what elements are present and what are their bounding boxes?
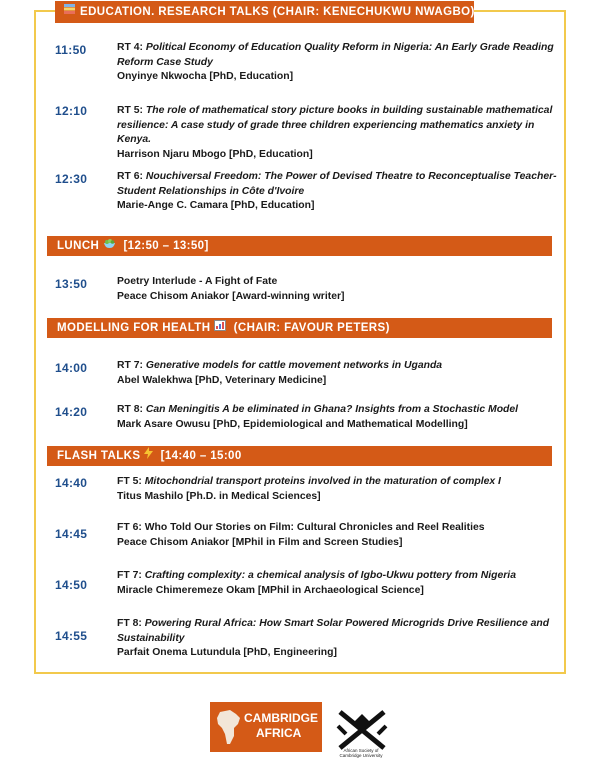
session-header-modelling: MODELLING FOR HEALTH (CHAIR: FAVOUR PETERS): [47, 318, 552, 338]
talk-title: RT 8: Can Meningitis A be eliminated in Ghana? Insights from a Stochastic Model: [117, 404, 519, 415]
talk-entry: [117, 569, 562, 598]
talk-presenter: Miracle Chimeremeze Okam [MPhil in Archaeological Science]: [117, 584, 424, 596]
talk-time: 13:50: [55, 277, 88, 291]
society-name: African Society of Cambridge University: [339, 748, 383, 758]
talk-title: FT 8: Powering Rural Africa: How Smart Solar Powered Microgrids Drive Resilience and Sustainability: [117, 618, 550, 644]
talk-time: 14:00: [55, 361, 88, 375]
talk-time: 11:50: [55, 43, 87, 57]
talk-title: FT 6: Who Told Our Stories on Film: Cultural Chronicles and Reel Realities: [117, 522, 485, 533]
talk-entry: [117, 521, 562, 550]
talk-entry: [117, 41, 562, 85]
talk-title: Poetry Interlude - A Fight of Fate: [117, 276, 278, 287]
talk-time: 12:30: [55, 172, 88, 186]
salad-bowl-icon: [103, 236, 116, 256]
chart-icon: [214, 318, 226, 338]
talk-entry: [117, 104, 562, 162]
lightning-icon: [144, 446, 153, 466]
talk-time: 14:40: [55, 476, 88, 490]
talk-time: 12:10: [55, 104, 88, 118]
talk-presenter: Harrison Njaru Mbogo [PhD, Education]: [117, 148, 313, 160]
talk-entry: [117, 359, 562, 388]
session-header-flash-talks: FLASH TALKS [14:40 – 15:00: [47, 446, 552, 466]
talk-presenter: Marie-Ange C. Camara [PhD, Education]: [117, 200, 315, 211]
talk-presenter: Peace Chisom Aniakor [MPhil in Film and Screen Studies]: [117, 536, 403, 548]
talk-entry: [117, 617, 562, 661]
talk-presenter: Peace Chisom Aniakor [Award-winning writer]: [117, 290, 345, 302]
talk-entry: [117, 170, 562, 214]
session-header-education: EDUCATION. RESEARCH TALKS (CHAIR: KENECHUKWU NWAGBO): [55, 1, 474, 23]
talk-title: RT 4: Political Economy of Education Quality Reform in Nigeria: An Early Grade Reading Reform Case Study: [117, 42, 554, 68]
talk-title: RT 6: Nouchiversal Freedom: The Power of Devised Theatre to Reconceptualise Teacher-Student Relationships in Côte d'Ivoire: [117, 171, 557, 197]
africa-map-icon: [216, 708, 242, 746]
books-icon: [63, 1, 76, 23]
logo-line-1: CAMBRIDGE: [244, 711, 318, 725]
session-header-lunch: LUNCH [12:50 – 13:50]: [47, 236, 552, 256]
talk-title: RT 5: The role of mathematical story picture books in building sustainable mathematical resilience: A case study of grade three children experiencing mathematics anxiety in Kenya.: [117, 105, 553, 145]
talk-time: 14:50: [55, 578, 88, 592]
talk-time: 14:55: [55, 629, 88, 643]
talk-presenter: Parfait Onema Lutundula [PhD, Engineering]: [117, 647, 337, 658]
logo-line-2: AFRICA: [256, 726, 302, 740]
talk-presenter: Onyinye Nkwocha [PhD, Education]: [117, 71, 294, 82]
talk-presenter: Mark Asare Owusu [PhD, Epidemiological and Mathematical Modelling]: [117, 418, 468, 430]
talk-title: FT 7: Crafting complexity: a chemical analysis of Igbo-Ukwu pottery from Nigeria: [117, 570, 516, 581]
talk-entry: [117, 403, 562, 432]
talk-presenter: Abel Walekhwa [PhD, Veterinary Medicine]: [117, 374, 327, 386]
talk-entry: [117, 475, 562, 504]
talk-title: RT 7: Generative models for cattle movement networks in Uganda: [117, 360, 443, 371]
cambridge-africa-logo: [210, 702, 322, 752]
talk-entry: [117, 275, 562, 304]
talk-time: 14:45: [55, 527, 88, 541]
talk-time: 14:20: [55, 405, 88, 419]
talk-presenter: Titus Mashilo [Ph.D. in Medical Sciences]: [117, 490, 321, 502]
talk-title: FT 5: Mitochondrial transport proteins involved in the maturation of complex I: [117, 476, 501, 487]
